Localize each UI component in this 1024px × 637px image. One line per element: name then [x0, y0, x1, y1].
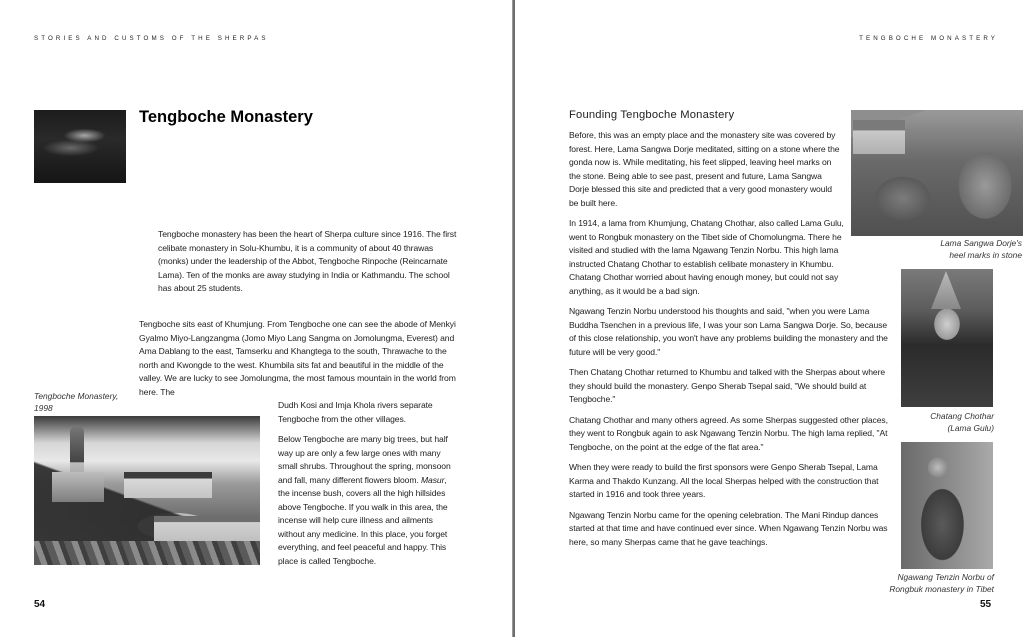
paragraph-4: Then Chatang Chothar returned to Khumbu and talked with the Sherpas about where they should build the monastery. Genpo Sherab Tsepal said, "We should build at Tengboche.": [569, 367, 886, 404]
ngawang-tenzin-norbu-portrait: [901, 442, 993, 569]
page-title: Tengboche Monastery: [139, 108, 313, 126]
chatang-caption: Chatang Chothar (Lama Gulu): [930, 411, 994, 433]
hat-shape: [931, 271, 961, 309]
intro-paragraph: Tengboche monastery has been the heart of Sherpa culture since 1916. The first celibate monastery in Solu-Khumbu, it is a community of about 40 thrawas (monks) under the leadership of the Abbot, Tengboche Rinpoche (Reincarnate Lama). Ten of the monks are away studying in India or Kathmandu. The school has about 25 students.: [158, 229, 457, 293]
rocks-shape: [34, 541, 260, 565]
intro-paragraph-block: [158, 228, 458, 296]
paragraph-2: In 1914, a lama from Khumjung, Chatang Chothar, also called Lama Gulu, went to Rongbuk monastery on the Tibet side of Chomolungma. There he visited and studied with the lama Ngawang Tenzin Norbu. This high lama instructed Chatang Chothar to establish celibate monastery in Khumbu. Chatang Chothar worried about having enough money, but could not say anything, as it would be a bad sign.: [569, 218, 844, 296]
running-head-right: TENGBOCHE MONASTERY: [859, 35, 998, 42]
rivers-paragraph-block: [278, 399, 458, 568]
paragraph-3: Ngawang Tenzin Norbu understood his thoughts and said, "when you were Lama Buddha Tsenchen in a previous life, I was your son Lama Sangwa Dorje. So, because of this close relationship, you won't have any problems building the monastery and the future will be very good.": [569, 306, 888, 357]
location-paragraph-block: [139, 318, 457, 399]
page-number-right: 55: [980, 599, 992, 610]
rivers-paragraph: Dudh Kosi and Imja Khola rivers separate Tengboche from the other villages.: [278, 400, 433, 424]
ngawang-caption: Ngawang Tenzin Norbu of Rongbuk monastery in Tibet: [889, 572, 994, 594]
paragraph-1: Before, this was an empty place and the monastery site was covered by forest. Here, Lama Sangwa Dorje meditated, sitting on a stone where the gonda now is. While meditating, his feet slipped, leaving heel marks on the stone. Being able to see past, present and future, Lama Sangwa Dorje blessed this site and predicted that a very good monastery would be built here.: [569, 130, 840, 208]
monastery-photo-caption: Tengboche Monastery, 1998: [34, 391, 119, 413]
masur-term: Masur: [420, 474, 445, 485]
heel-marks-caption: Lama Sangwa Dorje's heel marks in stone: [940, 238, 1022, 260]
tengboche-monastery-photo: [34, 416, 260, 565]
founding-text-block: [569, 129, 888, 549]
hut-shape: [853, 120, 905, 154]
paragraph-7: Ngawang Tenzin Norbu came for the opening celebration. The Mani Rindup dances started at that time and have continued ever since. When Ngawang Tenzin Norbu was here, so many Sherpas came that he gave teachings.: [569, 509, 888, 547]
page-number-left: 54: [34, 599, 46, 610]
incense-paragraph: Below Tengboche are many big trees, but half way up are only a few large ones with many small shrubs. Throughout the spring, monsoon and fall, many different flowers bloom. Masur, the incense bush, covers all the high hillsides above Tengboche. If you walk in this area, the incense will help cure illness and ailments without any medicine. In this place, you forget everything, and feel peaceful and happy. This place is called Tengboche.: [278, 434, 451, 566]
location-paragraph: Tengboche sits east of Khumjung. From Tengboche one can see the abode of Menkyi Gyalmo Miyo-Langzangma (Jomo Miyo Lang Sangma on Jomolungma, Everest) and Ama Dablang to the east, Tamserku and Khangtega to the south, Thrawache to the north and Kwongde to the west. Khumbila sits fat and beautiful in the middle of the valley. We are lucky to see Jomolungma, the most famous mountain in the world from here. The: [139, 319, 456, 397]
monastery-thumbnail-photo: [34, 110, 126, 183]
stupa-base-shape: [52, 472, 104, 502]
paragraph-6: When they were ready to build the first sponsors were Genpo Sherab Tsepal, Lama Karma and Thakdo Kunzang. All the local Sherpas helped with the construction that started in 1916 and took three years.: [569, 462, 879, 499]
heel-marks-photo: [851, 110, 1023, 236]
section-subtitle: Founding Tengboche Monastery: [569, 109, 735, 121]
chatang-chothar-portrait: [901, 269, 993, 407]
running-head-left: STORIES AND CUSTOMS OF THE SHERPAS: [34, 35, 269, 42]
paragraph-5: Chatang Chothar and many others agreed. As some Sherpas suggested other places, they went to Rongbuk again to ask Ngawang Tenzin Norbu. The high lama replied, "At Tengboche, on the point at the edge of the flat area.": [569, 414, 888, 452]
monastery-building-shape: [124, 472, 212, 498]
